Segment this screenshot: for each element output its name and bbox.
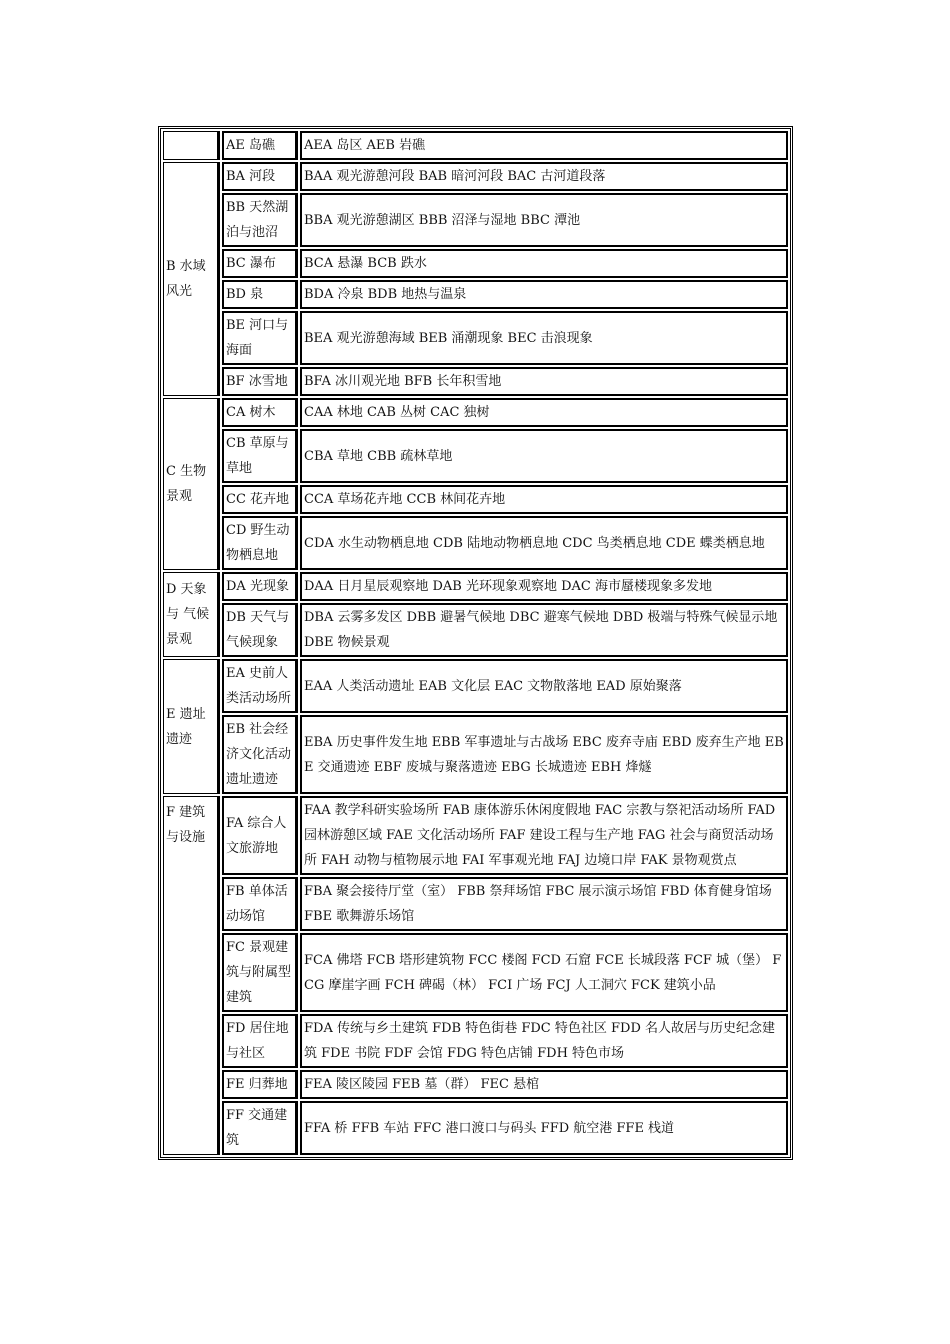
table-row: [163, 1101, 788, 1155]
items-cell: FCA 佛塔 FCB 塔形建筑物 FCC 楼阁 FCD 石窟 FCE 长城段落 FCF 城（堡） FCG 摩崖字画 FCH 碑碣（林） FCI 广场 FCJ 人工洞穴 FCK 建筑小品: [300, 933, 788, 1012]
subcategory-cell: FC 景观建筑与附属型建筑: [222, 933, 298, 1012]
category-cell: D 天象与 气候景观: [163, 572, 220, 657]
table-row: [163, 311, 788, 365]
subcategory-cell: DA 光现象: [222, 572, 298, 601]
subcategory-cell: EB 社会经济文化活动遗址遗迹: [222, 715, 298, 794]
items-cell: BAA 观光游憩河段 BAB 暗河河段 BAC 古河道段落: [300, 162, 788, 191]
subcategory-cell: AE 岛礁: [222, 131, 298, 160]
items-cell: AEA 岛区 AEB 岩礁: [300, 131, 788, 160]
table-row: [163, 485, 788, 514]
items-cell: BDA 冷泉 BDB 地热与温泉: [300, 280, 788, 309]
items-cell: CDA 水生动物栖息地 CDB 陆地动物栖息地 CDC 鸟类栖息地 CDE 蝶类栖息地: [300, 516, 788, 570]
items-cell: DAA 日月星辰观察地 DAB 光环现象观察地 DAC 海市蜃楼现象多发地: [300, 572, 788, 601]
items-cell: FAA 教学科研实验场所 FAB 康体游乐休闲度假地 FAC 宗教与祭祀活动场所 FAD 园林游憩区域 FAE 文化活动场所 FAF 建设工程与生产地 FAG 社会与商贸活动场所 FAH 动物与植物展示地 FAI 军事观光地 FAJ 边境口岸 FAK 景物观赏点: [300, 796, 788, 875]
items-cell: FEA 陵区陵园 FEB 墓（群） FEC 悬棺: [300, 1070, 788, 1099]
subcategory-cell: CA 树木: [222, 398, 298, 427]
table-row: [163, 603, 788, 657]
items-cell: FBA 聚会接待厅堂（室） FBB 祭拜场馆 FBC 展示演示场馆 FBD 体育健身馆场 FBE 歌舞游乐场馆: [300, 877, 788, 931]
items-cell: BBA 观光游憩湖区 BBB 沼泽与湿地 BBC 潭池: [300, 193, 788, 247]
table-row: [163, 715, 788, 794]
table-row: [163, 131, 788, 160]
table-row: [163, 572, 788, 601]
table-row: [163, 659, 788, 713]
subcategory-cell: FB 单体活动场馆: [222, 877, 298, 931]
subcategory-cell: BB 天然湖泊与池沼: [222, 193, 298, 247]
subcategory-cell: DB 天气与气候现象: [222, 603, 298, 657]
table-row: [163, 429, 788, 483]
subcategory-cell: EA 史前人类活动场所: [222, 659, 298, 713]
table-row: [163, 877, 788, 931]
table-row: [163, 933, 788, 1012]
classification-table: [158, 126, 793, 1160]
items-cell: CBA 草地 CBB 疏林草地: [300, 429, 788, 483]
table-row: [163, 398, 788, 427]
category-cell: B 水域风光: [163, 162, 220, 396]
category-cell: [163, 131, 220, 160]
subcategory-cell: BE 河口与海面: [222, 311, 298, 365]
table-row: [163, 1070, 788, 1099]
subcategory-cell: BF 冰雪地: [222, 367, 298, 396]
table-row: [163, 280, 788, 309]
table-row: [163, 249, 788, 278]
items-cell: FFA 桥 FFB 车站 FFC 港口渡口与码头 FFD 航空港 FFE 栈道: [300, 1101, 788, 1155]
subcategory-cell: BC 瀑布: [222, 249, 298, 278]
items-cell: FDA 传统与乡土建筑 FDB 特色街巷 FDC 特色社区 FDD 名人故居与历史纪念建筑 FDE 书院 FDF 会馆 FDG 特色店铺 FDH 特色市场: [300, 1014, 788, 1068]
table-row: [163, 516, 788, 570]
items-cell: EBA 历史事件发生地 EBB 军事遗址与古战场 EBC 废弃寺庙 EBD 废弃生产地 EBE 交通遗迹 EBF 废城与聚落遗迹 EBG 长城遗迹 EBH 烽燧: [300, 715, 788, 794]
items-cell: BCA 悬瀑 BCB 跌水: [300, 249, 788, 278]
subcategory-cell: CD 野生动物栖息地: [222, 516, 298, 570]
table-row: [163, 193, 788, 247]
items-cell: DBA 云雾多发区 DBB 避暑气候地 DBC 避寒气候地 DBD 极端与特殊气候显示地 DBE 物候景观: [300, 603, 788, 657]
subcategory-cell: FF 交通建筑: [222, 1101, 298, 1155]
subcategory-cell: BD 泉: [222, 280, 298, 309]
subcategory-cell: CB 草原与草地: [222, 429, 298, 483]
subcategory-cell: FE 归葬地: [222, 1070, 298, 1099]
items-cell: EAA 人类活动遗址 EAB 文化层 EAC 文物散落地 EAD 原始聚落: [300, 659, 788, 713]
category-cell: C 生物景观: [163, 398, 220, 570]
items-cell: BFA 冰川观光地 BFB 长年积雪地: [300, 367, 788, 396]
subcategory-cell: FA 综合人文旅游地: [222, 796, 298, 875]
table-row: [163, 796, 788, 875]
subcategory-cell: BA 河段: [222, 162, 298, 191]
category-cell: E 遗址遗迹: [163, 659, 220, 794]
items-cell: BEA 观光游憩海域 BEB 涌潮现象 BEC 击浪现象: [300, 311, 788, 365]
table-row: [163, 367, 788, 396]
table-row: [163, 162, 788, 191]
subcategory-cell: FD 居住地与社区: [222, 1014, 298, 1068]
resource-classification-table: [158, 126, 793, 1160]
items-cell: CCA 草场花卉地 CCB 林间花卉地: [300, 485, 788, 514]
category-cell: F 建筑与设施: [163, 796, 220, 1155]
items-cell: CAA 林地 CAB 丛树 CAC 独树: [300, 398, 788, 427]
table-row: [163, 1014, 788, 1068]
subcategory-cell: CC 花卉地: [222, 485, 298, 514]
